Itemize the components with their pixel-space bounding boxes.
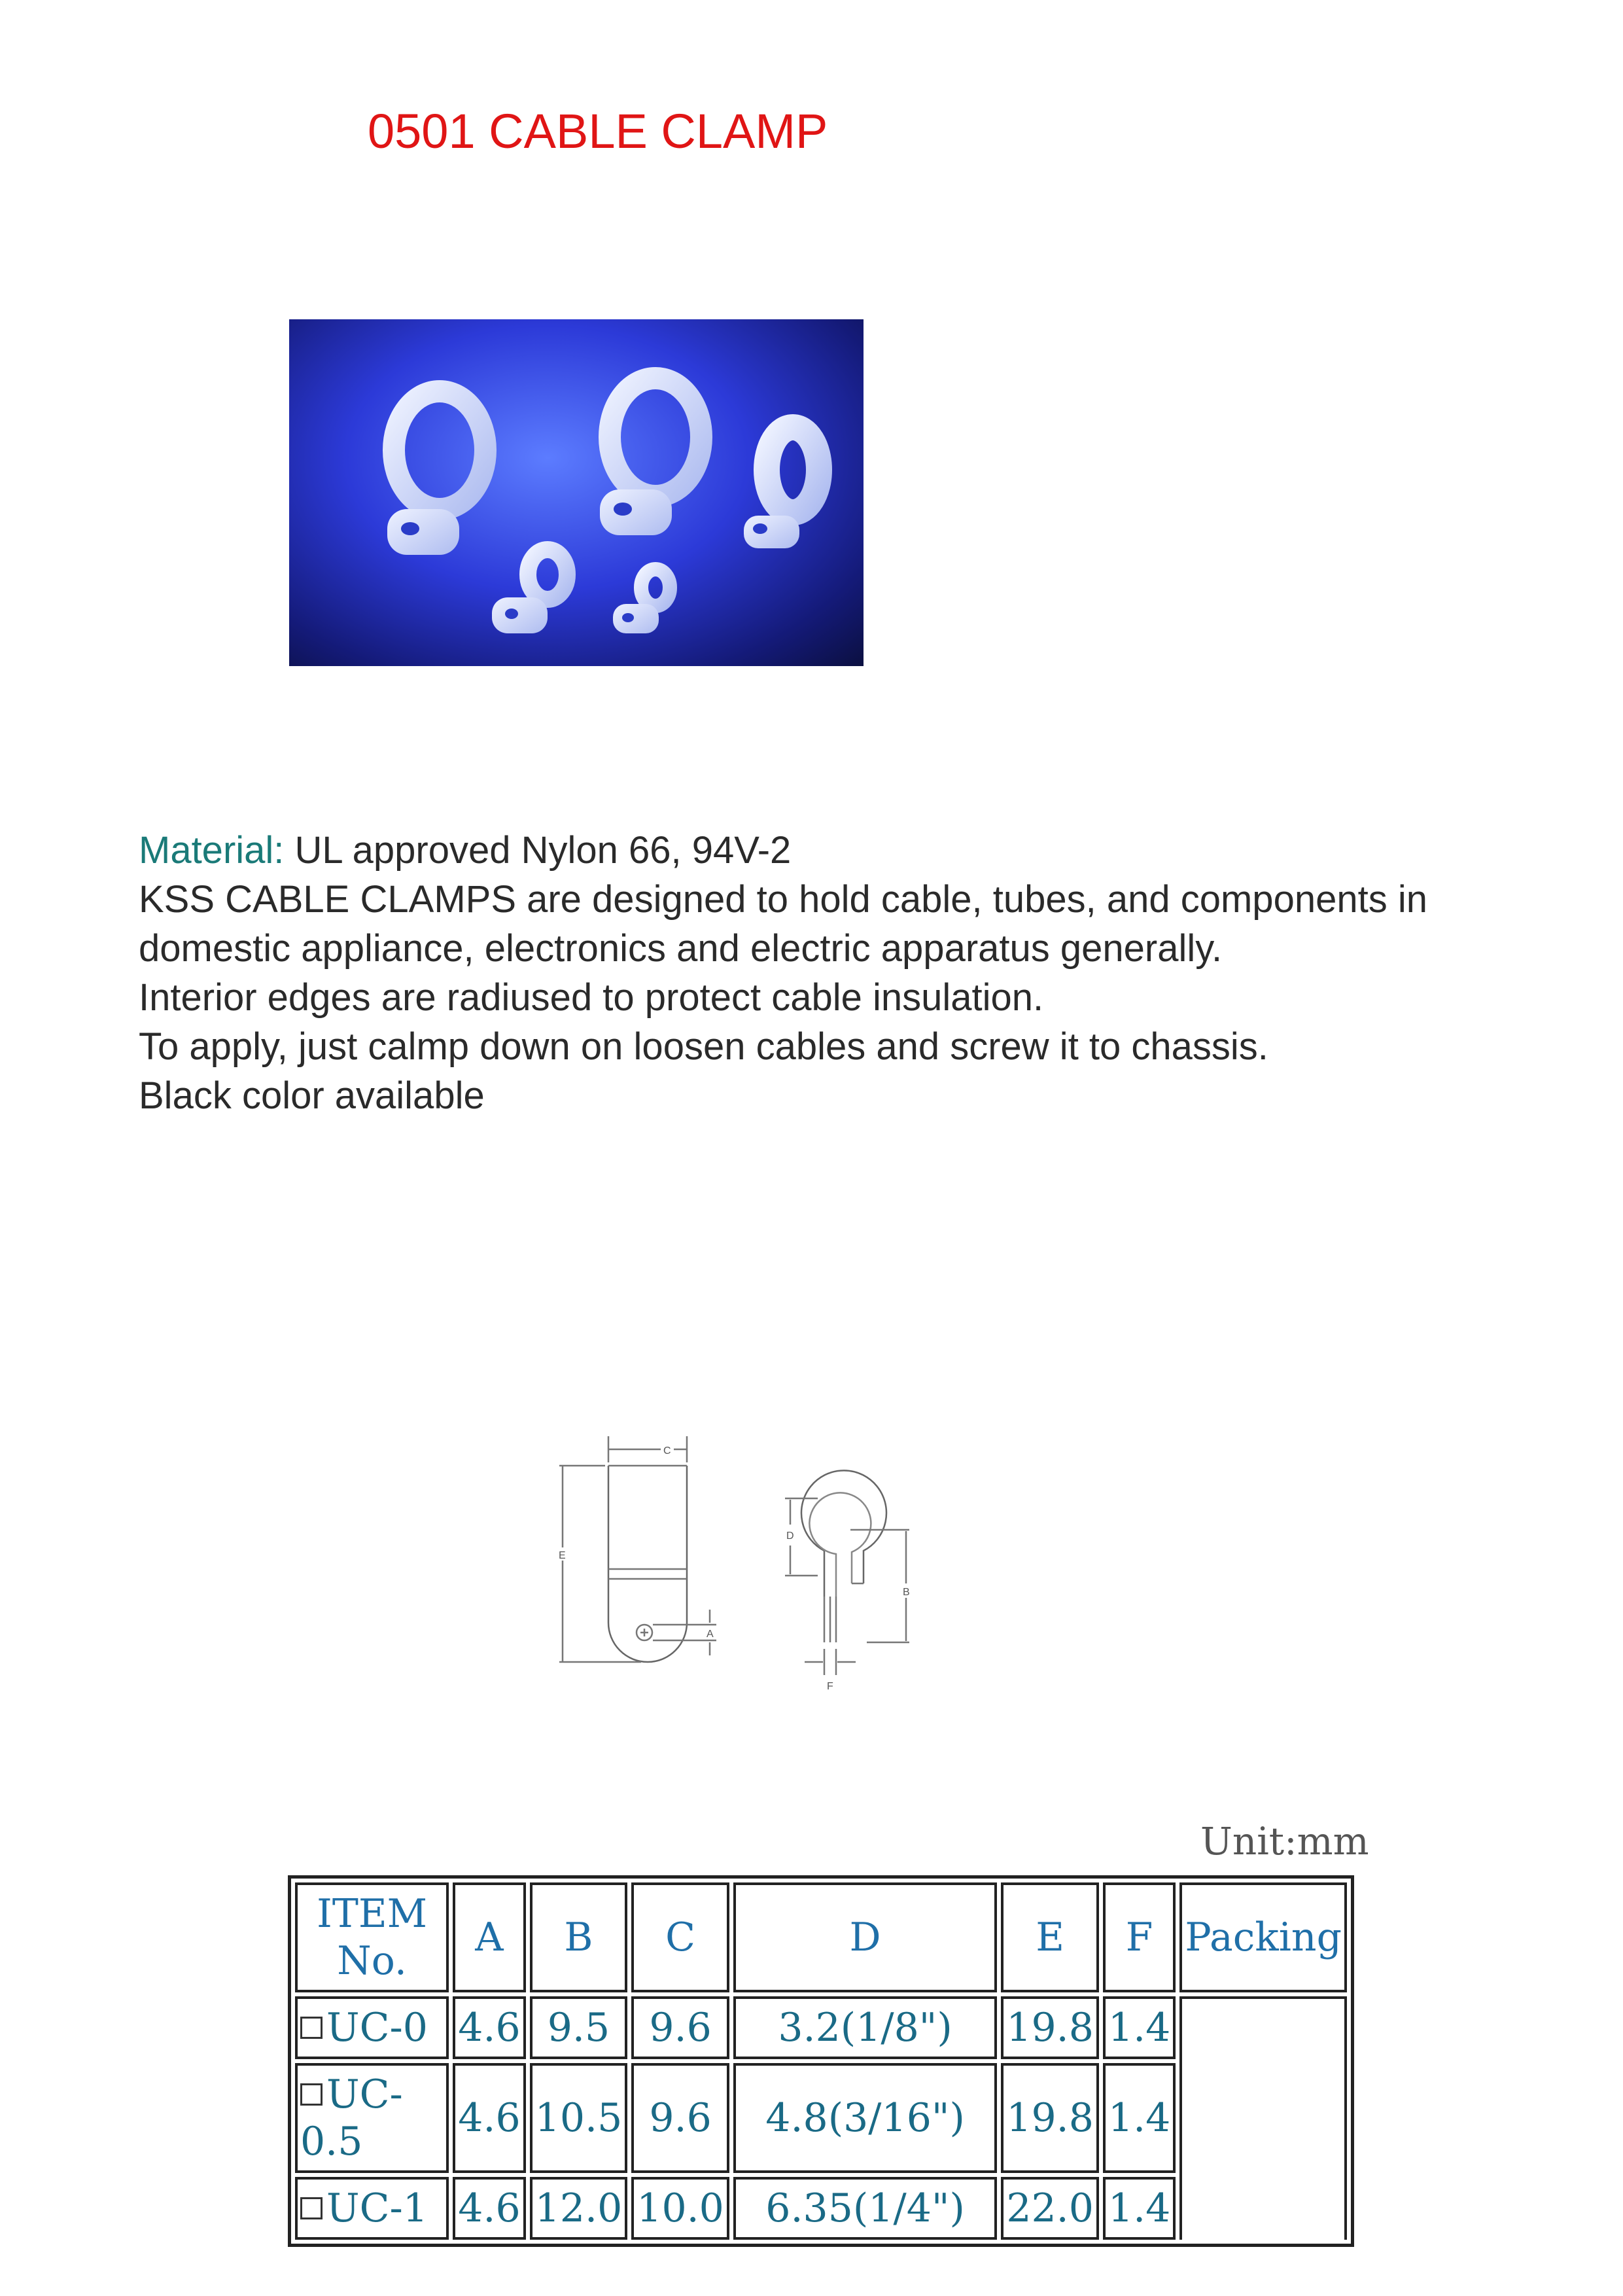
value-d: 3.2(1/8")	[733, 1996, 997, 2059]
value-d: 6.35(1/4")	[733, 2177, 997, 2240]
item-cell	[295, 1996, 449, 2059]
value-b: 12.0	[530, 2177, 628, 2240]
value-e: 19.8	[1001, 1996, 1099, 2059]
unit-label: Unit:mm	[1200, 1819, 1369, 1863]
specifications-table	[288, 1875, 1354, 2247]
description-line-4: To apply, just calmp down on loosen cables and screw it to chassis.	[139, 1025, 1268, 1068]
clamp-large-1	[387, 391, 485, 555]
table-row	[295, 1996, 1347, 2059]
value-b: 10.5	[530, 2063, 628, 2173]
value-c: 9.6	[631, 2063, 729, 2173]
material-value: UL approved Nylon 66, 94V-2	[294, 829, 792, 872]
checkbox-icon	[300, 2017, 323, 2039]
description-line-2: domestic appliance, electronics and electric apparatus generally.	[139, 927, 1223, 970]
dim-label-d: D	[786, 1530, 794, 1542]
header-item-no: ITEM No.	[295, 1882, 449, 1992]
item-cell	[295, 2063, 449, 2173]
header-e: E	[1001, 1882, 1099, 1992]
dim-label-b: B	[903, 1587, 910, 1598]
header-b: B	[530, 1882, 628, 1992]
packing-cell	[1179, 1996, 1347, 2240]
checkbox-icon	[300, 2197, 323, 2219]
clamp-medium	[744, 427, 819, 548]
header-a: A	[453, 1882, 525, 1992]
product-description	[139, 826, 1545, 1120]
item-cell	[295, 2177, 449, 2240]
value-c: 10.0	[631, 2177, 729, 2240]
material-label: Material:	[139, 829, 285, 872]
value-f: 1.4	[1103, 2177, 1176, 2240]
header-f: F	[1103, 1882, 1176, 1992]
dim-label-f: F	[827, 1681, 833, 1692]
table-header-row	[295, 1882, 1347, 1992]
value-e: 22.0	[1001, 2177, 1099, 2240]
side-view	[785, 1470, 909, 1675]
value-a: 4.6	[453, 2177, 525, 2240]
description-line-1: KSS CABLE CLAMPS are designed to hold cable, tubes, and components in	[139, 878, 1427, 921]
material-line	[139, 826, 1545, 875]
cable-clamps-photo-illustration	[289, 319, 864, 666]
value-a: 4.6	[453, 1996, 525, 2059]
value-c: 9.6	[631, 1996, 729, 2059]
description-line-3: Interior edges are radiused to protect cable insulation.	[139, 976, 1044, 1019]
value-f: 1.4	[1103, 2063, 1176, 2173]
dim-label-e: E	[559, 1550, 566, 1561]
clamp-small-2	[613, 569, 670, 633]
page-title: 0501 CABLE CLAMP	[368, 104, 828, 158]
item-no: UC-0.5	[300, 2072, 403, 2164]
value-a: 4.6	[453, 2063, 525, 2173]
checkbox-icon	[300, 2083, 323, 2106]
value-d: 4.8(3/16")	[733, 2063, 997, 2173]
description-line-5: Black color available	[139, 1074, 485, 1117]
item-no: UC-0	[326, 2005, 428, 2051]
product-photo	[289, 319, 864, 666]
front-view	[559, 1436, 716, 1662]
value-b: 9.5	[530, 1996, 628, 2059]
header-d: D	[733, 1882, 997, 1992]
dim-label-a: A	[707, 1629, 714, 1640]
item-no: UC-1	[326, 2185, 428, 2231]
value-e: 19.8	[1001, 2063, 1099, 2173]
dimension-diagram	[543, 1426, 962, 1740]
header-packing: Packing	[1179, 1882, 1347, 1992]
value-f: 1.4	[1103, 1996, 1176, 2059]
clamp-small-1	[492, 550, 567, 633]
clamp-large-2	[600, 378, 701, 535]
dim-label-c: C	[663, 1445, 671, 1457]
header-c: C	[631, 1882, 729, 1992]
